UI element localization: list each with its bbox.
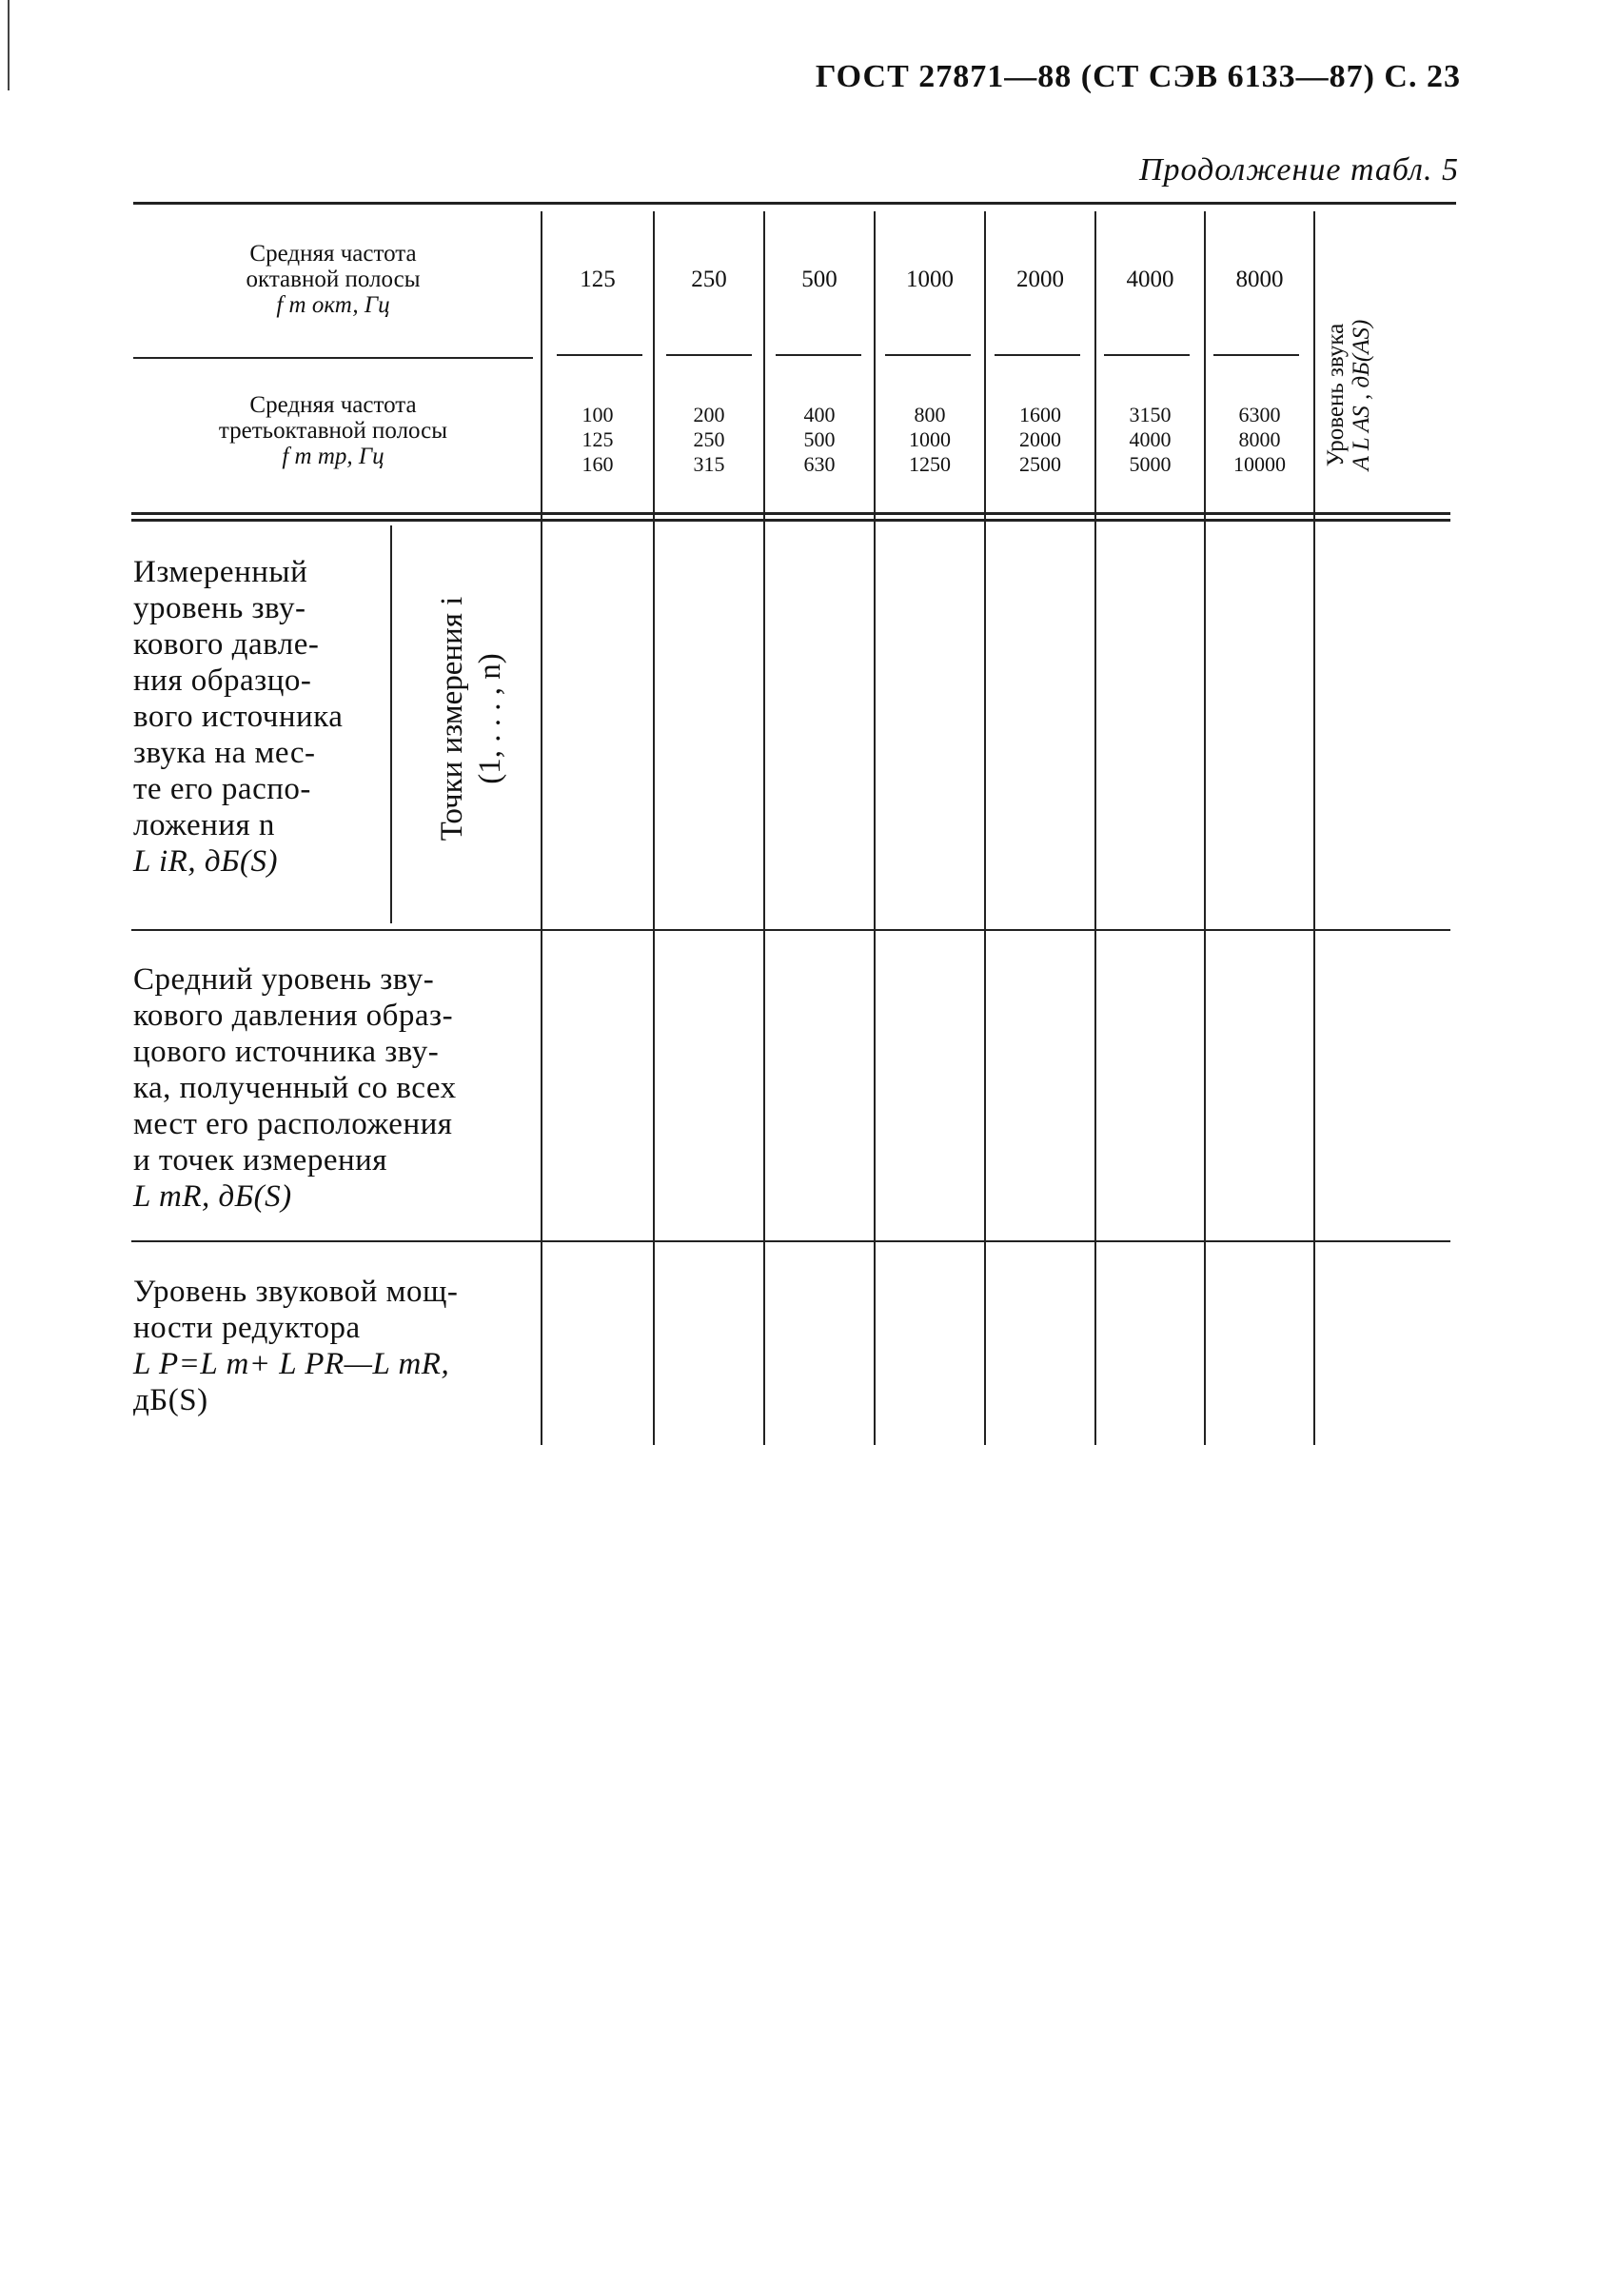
third-freqs-col6 — [1096, 403, 1204, 477]
row-text-line: звука на мес- — [133, 736, 316, 770]
octave-freq-250: 250 — [691, 267, 727, 292]
row-separator — [131, 929, 1450, 931]
third-freq: 800 — [914, 403, 946, 426]
row-text-line: и точек измерения — [133, 1143, 387, 1178]
column-line — [1094, 211, 1096, 1445]
third-label-line2: третьоктавной полосы — [218, 418, 448, 444]
row-mean-level-label — [133, 961, 542, 1215]
subcolumn-line — [390, 525, 392, 923]
sound-level-header-line2: A L AS , дБ(AS) — [1349, 319, 1374, 471]
column-line — [653, 211, 655, 1445]
third-label-line3: f m тр, Гц — [282, 444, 384, 469]
column-line — [541, 211, 542, 1445]
row-text-line: ка, полученный со всех — [133, 1071, 457, 1105]
header-split-rule — [557, 354, 642, 356]
octave-freq-2000: 2000 — [1016, 267, 1064, 292]
third-freqs-col7 — [1206, 403, 1313, 477]
octave-label-line2: октавной полосы — [246, 267, 421, 292]
page-header: ГОСТ 27871—88 (СТ СЭВ 6133—87) С. 23 — [815, 59, 1461, 94]
row-text-line: Средний уровень зву- — [133, 962, 435, 997]
row-text-line: уровень зву- — [133, 591, 306, 625]
column-line — [763, 211, 765, 1445]
row-text-line: те его распо- — [133, 772, 311, 806]
header-double-rule-bottom — [131, 519, 1450, 522]
row-text-line: Измеренный — [133, 555, 308, 589]
measurement-points-line1: Точки измерения i — [435, 596, 469, 841]
header-split-rule — [995, 354, 1080, 356]
octave-label-line3: f m окт, Гц — [276, 292, 390, 318]
header-split-rule — [1213, 354, 1299, 356]
third-freq: 5000 — [1129, 452, 1172, 476]
row-text-line: L iR, дБ(S) — [133, 844, 278, 879]
row-text-line: вого источника — [133, 700, 344, 734]
column-line — [1204, 211, 1206, 1445]
row-text-line: мест его расположения — [133, 1107, 453, 1141]
octave-freq-8000: 8000 — [1235, 267, 1284, 292]
measurement-points-label — [433, 566, 519, 871]
third-freqs-col5 — [986, 403, 1094, 477]
row-text-line: кового давле- — [133, 627, 320, 662]
column-line — [874, 211, 876, 1445]
third-freq: 250 — [693, 427, 725, 451]
octave-label-line1: Средняя частота — [249, 241, 417, 267]
third-freq: 4000 — [1129, 427, 1172, 451]
third-freq: 6300 — [1238, 403, 1281, 426]
third-freq: 500 — [803, 427, 836, 451]
row-measured-level-label — [133, 554, 390, 880]
row-text-line: цового источника зву- — [133, 1035, 440, 1069]
header-split-rule — [666, 354, 752, 356]
row-text-line: дБ(S) — [133, 1383, 208, 1417]
third-freq: 1250 — [909, 452, 951, 476]
third-freqs-col3 — [765, 403, 874, 477]
header-split-rule — [885, 354, 971, 356]
third-freq: 100 — [581, 403, 614, 426]
third-freq: 125 — [581, 427, 614, 451]
third-freq: 160 — [581, 452, 614, 476]
header-split-rule — [1104, 354, 1190, 356]
header-split-rule — [776, 354, 861, 356]
row-sound-power-label — [133, 1274, 542, 1418]
row-text-line: L P=L m+ L PR—L mR, — [133, 1347, 450, 1381]
third-freq: 2000 — [1019, 427, 1061, 451]
third-freq: 1000 — [909, 427, 951, 451]
third-label-line1: Средняя частота — [249, 392, 417, 418]
octave-freq-500: 500 — [801, 267, 838, 292]
column-line — [1313, 211, 1315, 1445]
third-freq: 1600 — [1019, 403, 1061, 426]
row-text-line: ности редуктора — [133, 1311, 361, 1345]
sound-level-header-line1: Уровень звука — [1323, 323, 1349, 467]
measurement-points-line2: (1, . . . , n) — [473, 653, 507, 784]
third-freq: 630 — [803, 452, 836, 476]
third-freq: 8000 — [1238, 427, 1281, 451]
row-text-line: ложения n — [133, 808, 275, 842]
third-freqs-col1 — [542, 403, 653, 477]
table-continuation-caption: Продолжение табл. 5 — [1138, 152, 1459, 188]
header-split-rule — [133, 357, 533, 359]
table-top-rule — [133, 202, 1456, 205]
third-freq: 200 — [693, 403, 725, 426]
third-octave-label — [133, 392, 533, 469]
row-text-line: ния образцо- — [133, 663, 312, 698]
third-freq: 3150 — [1129, 403, 1172, 426]
third-freq: 10000 — [1233, 452, 1286, 476]
third-freqs-col2 — [655, 403, 763, 477]
third-freq: 400 — [803, 403, 836, 426]
octave-freq-4000: 4000 — [1126, 267, 1174, 292]
column-line — [984, 211, 986, 1445]
octave-freq-1000: 1000 — [906, 267, 954, 292]
row-text-line: L mR, дБ(S) — [133, 1179, 292, 1214]
row-text-line: кового давления образ- — [133, 999, 454, 1033]
octave-freq-125: 125 — [580, 267, 616, 292]
sound-level-header — [1323, 271, 1389, 519]
third-freq: 315 — [693, 452, 725, 476]
third-freq: 2500 — [1019, 452, 1061, 476]
octave-label — [133, 241, 533, 318]
third-freqs-col4 — [876, 403, 984, 477]
header-double-rule-top — [131, 512, 1450, 515]
row-separator — [131, 1240, 1450, 1242]
row-text-line: Уровень звуковой мощ- — [133, 1275, 459, 1309]
